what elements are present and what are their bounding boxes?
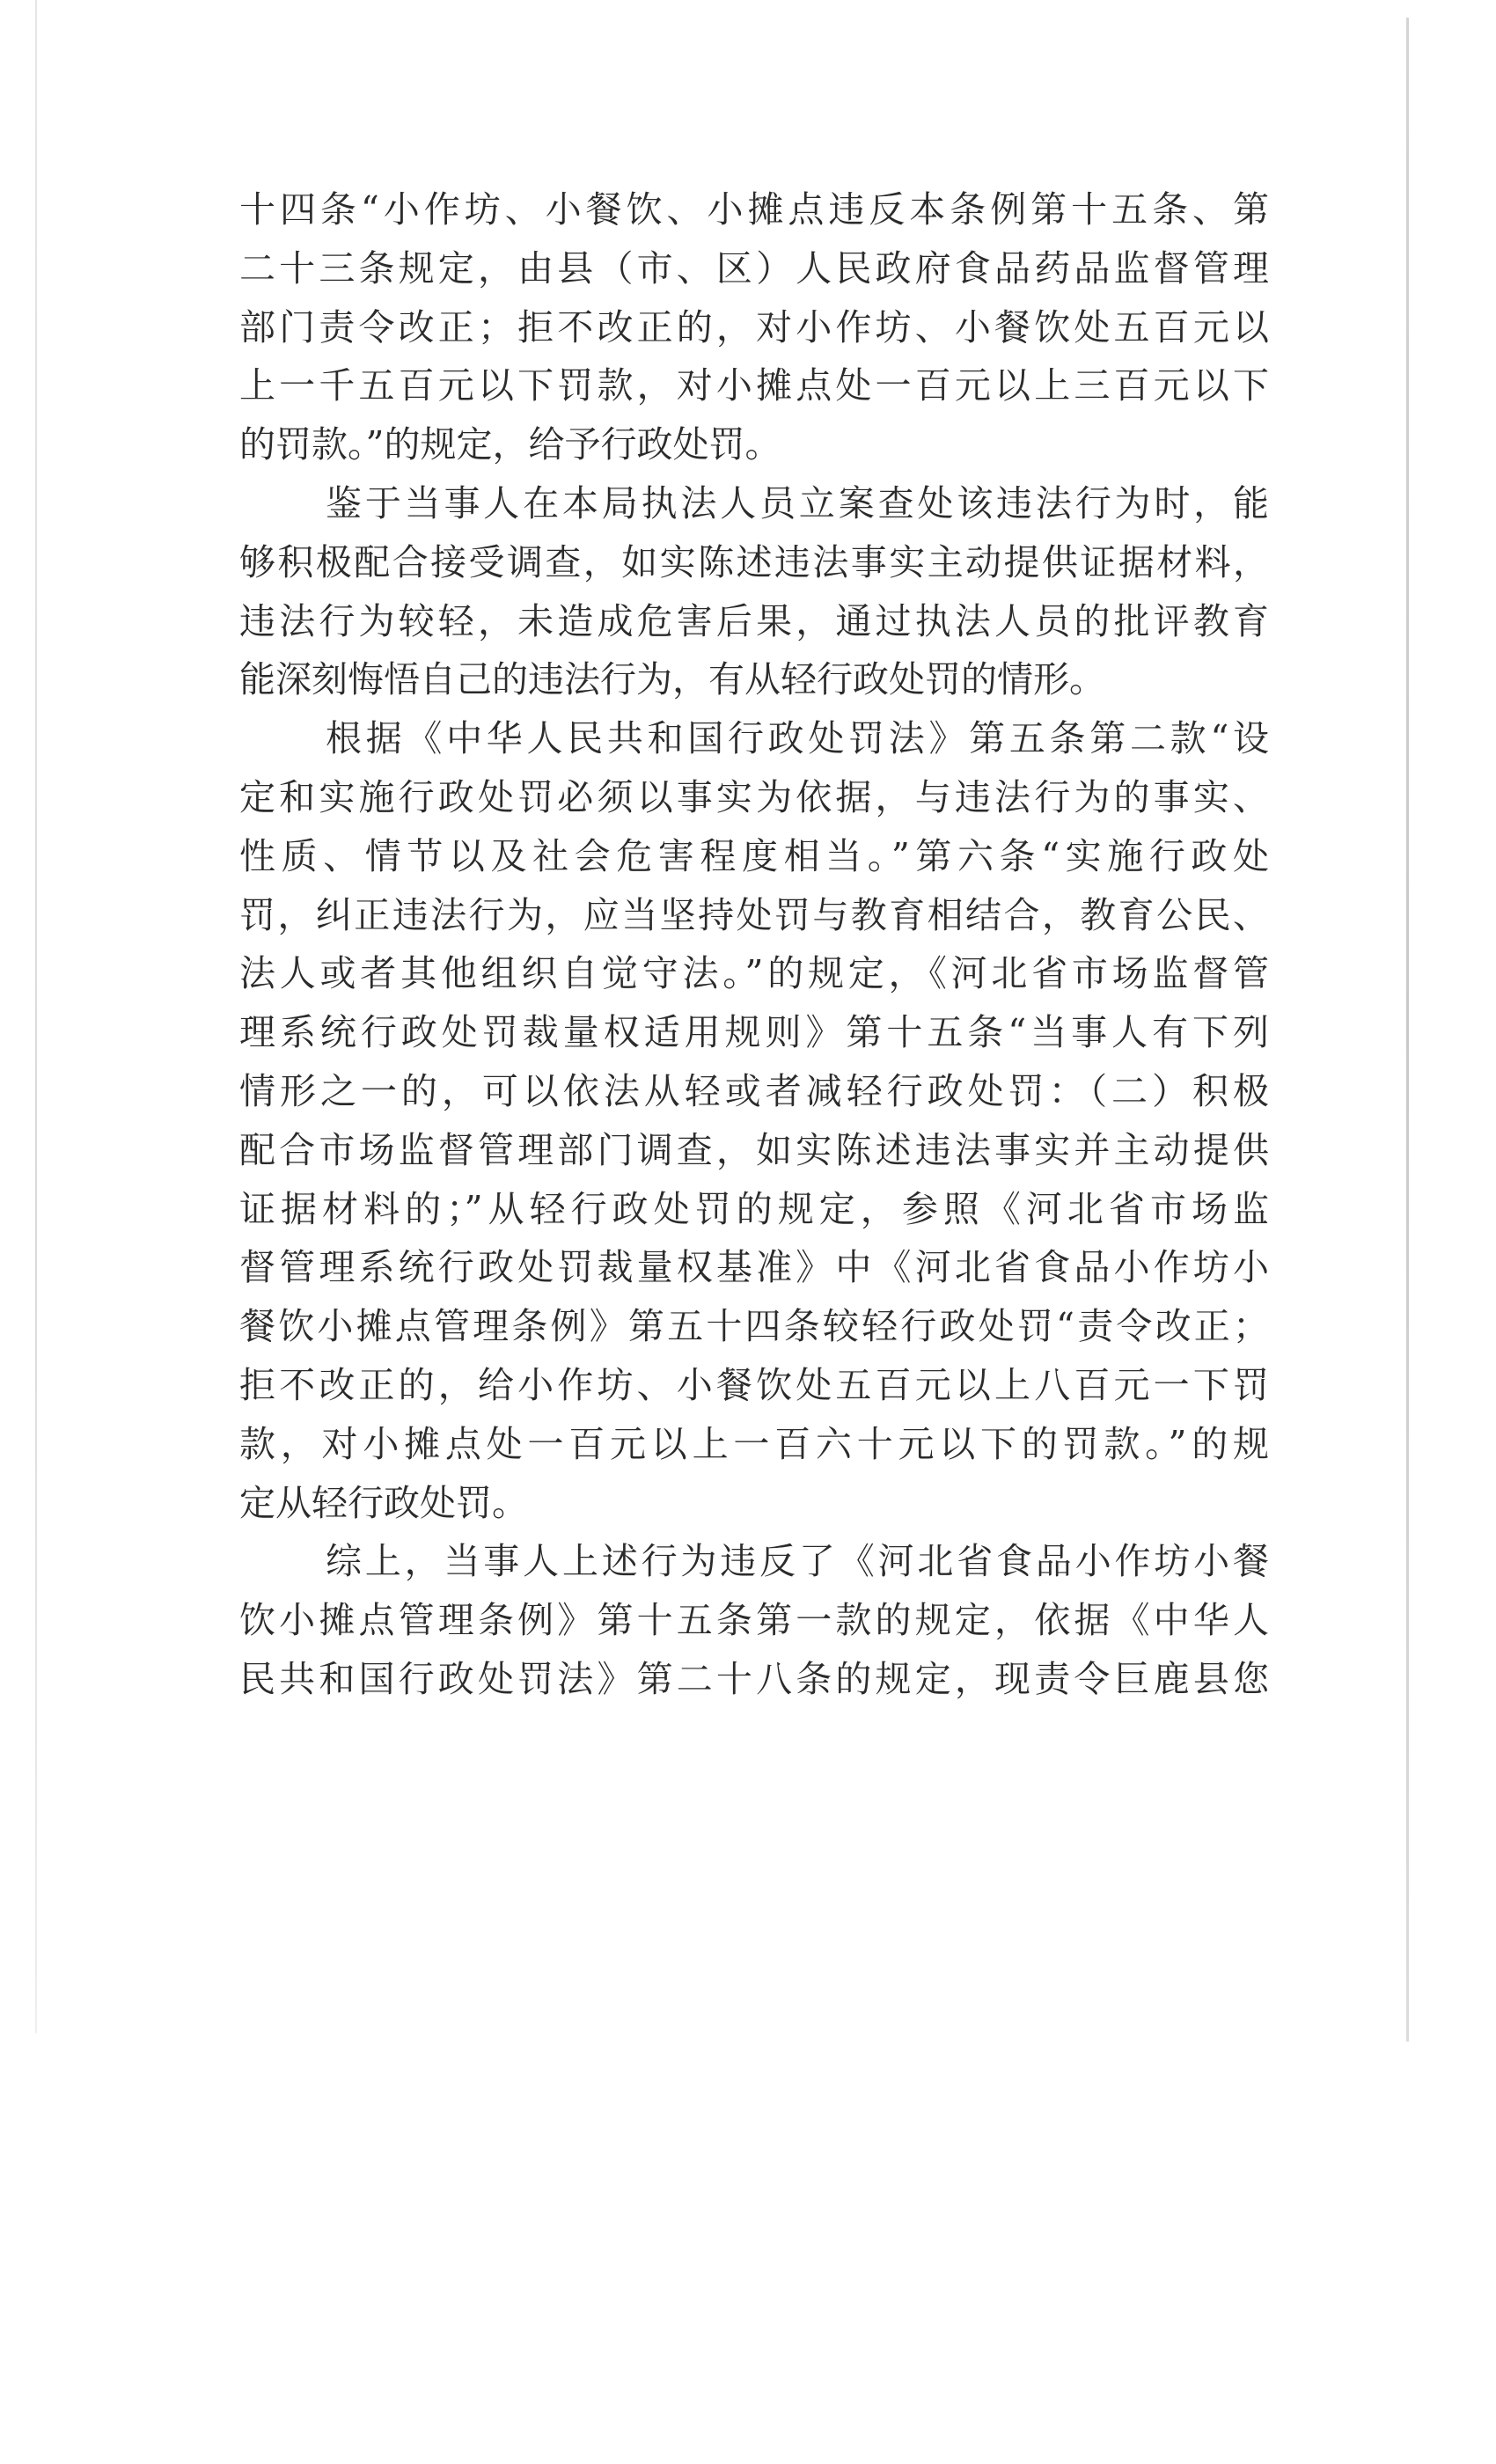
document-body — [239, 180, 1269, 1709]
text-line: 督管理系统行政处罚裁量权基准》中《河北省食品小作坊小 — [239, 1246, 1269, 1289]
text-line: 综上，当事人上述行为违反了《河北省食品小作坊小餐 — [326, 1540, 1269, 1583]
text-line: 性质、情节以及社会危害程度相当。”第六条“实施行政处 — [239, 834, 1269, 877]
text-line: 二十三条规定，由县（市、区）人民政府食品药品监督管理 — [239, 246, 1269, 290]
text-line: 配合市场监督管理部门调查，如实陈述违法事实并主动提供 — [239, 1128, 1269, 1171]
text-line: 理系统行政处罚裁量权适用规则》第十五条“当事人有下列 — [239, 1011, 1269, 1054]
text-line: 的罚款。”的规定，给予行政处罚。 — [239, 423, 781, 466]
text-line: 鉴于当事人在本局执法人员立案查处该违法行为时，能 — [326, 481, 1269, 524]
text-line: 违法行为较轻，未造成危害后果，通过执法人员的批评教育 — [239, 599, 1269, 642]
text-line: 部门责令改正；拒不改正的，对小作坊、小餐饮处五百元以 — [239, 305, 1269, 348]
text-line: 上一千五百元以下罚款，对小摊点处一百元以上三百元以下 — [239, 364, 1269, 407]
text-line: 饮小摊点管理条例》第十五条第一款的规定，依据《中华人 — [239, 1599, 1269, 1642]
text-line: 够积极配合接受调查，如实陈述违法事实主动提供证据材料， — [239, 540, 1269, 583]
scan-right-edge — [1406, 18, 1409, 2042]
text-line: 款，对小摊点处一百元以上一百六十元以下的罚款。”的规 — [239, 1422, 1269, 1465]
text-line: 情形之一的，可以依法从轻或者减轻行政处罚：（二）积极 — [239, 1069, 1269, 1112]
text-line: 罚，纠正违法行为，应当坚持处罚与教育相结合，教育公民、 — [239, 893, 1269, 936]
text-line: 法人或者其他组织自觉守法。”的规定，《河北省市场监督管 — [239, 952, 1269, 995]
text-line: 十四条“小作坊、小餐饮、小摊点违反本条例第十五条、第 — [239, 188, 1269, 231]
text-line: 民共和国行政处罚法》第二十八条的规定，现责令巨鹿县您 — [239, 1657, 1269, 1700]
text-line: 定从轻行政处罚。 — [239, 1481, 528, 1524]
text-line: 餐饮小摊点管理条例》第五十四条较轻行政处罚“责令改正； — [239, 1305, 1269, 1348]
text-line: 根据《中华人民共和国行政处罚法》第五条第二款“设 — [326, 717, 1269, 760]
text-line: 能深刻悔悟自己的违法行为，有从轻行政处罚的情形。 — [239, 658, 1105, 701]
text-line: 证据材料的；”从轻行政处罚的规定，参照《河北省市场监 — [239, 1187, 1269, 1230]
text-line: 拒不改正的，给小作坊、小餐饮处五百元以上八百元一下罚 — [239, 1363, 1269, 1406]
scan-left-edge — [35, 0, 37, 2033]
text-line: 定和实施行政处罚必须以事实为依据，与违法行为的事实、 — [239, 775, 1269, 818]
